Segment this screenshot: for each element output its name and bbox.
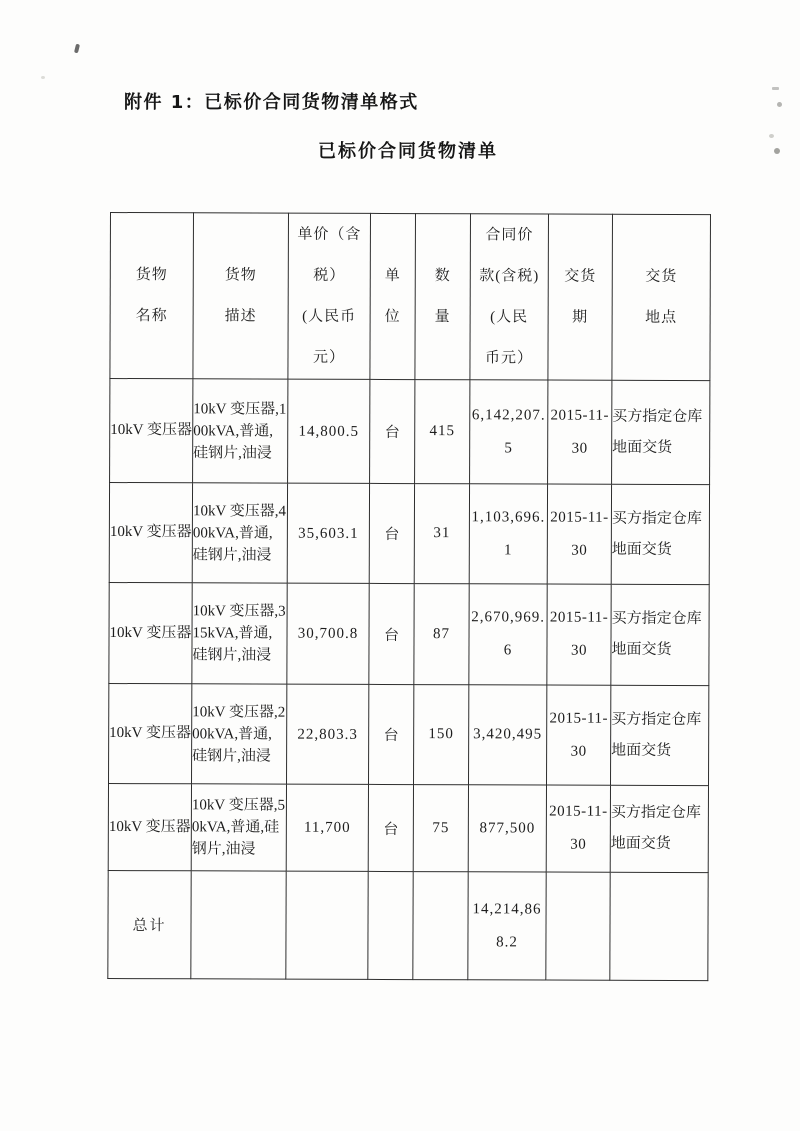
cell-delivery-date: 2015-11-30 (547, 584, 611, 685)
table-title: 已标价合同货物清单 (318, 141, 498, 162)
header-goods-desc (193, 213, 289, 379)
header-line: 单价（含 (297, 226, 362, 243)
cell-unit: 台 (369, 583, 414, 684)
cell-total-label: 总计 (108, 870, 191, 978)
header-unit-price (288, 213, 371, 379)
cell-total-contract-price: 14,214,868.2 (468, 872, 546, 980)
cell-goods-desc: 10kV 变压器,50kVA,普通,硅钢片,油浸 (191, 784, 286, 871)
header-line: 合同价 (485, 226, 534, 243)
cell-quantity: 87 (414, 584, 469, 685)
header-delivery-place (612, 214, 711, 380)
header-line: (人民 (490, 308, 529, 325)
cell-quantity: 150 (414, 685, 469, 785)
cell-goods-name: 10kV 变压器 (109, 483, 192, 583)
header-line: 货物 (224, 266, 257, 284)
header-line: 描述 (224, 307, 257, 325)
cell-quantity: 415 (415, 380, 470, 484)
header-line: 款(含税) (479, 267, 540, 284)
cell-delivery-place: 买方指定仓库地面交货 (611, 584, 709, 685)
cell-delivery-date: 2015-11-30 (546, 785, 610, 872)
cell-empty (368, 871, 413, 979)
cell-delivery-place: 买方指定仓库地面交货 (612, 380, 710, 484)
table-row (109, 683, 709, 785)
header-row (110, 213, 711, 381)
header-line: 币元） (484, 349, 534, 366)
cell-contract-price: 877,500 (468, 785, 546, 872)
cell-unit-price: 11,700 (286, 784, 368, 871)
cell-goods-name: 10kV 变压器 (109, 683, 192, 783)
header-line: 数 (434, 267, 451, 284)
cell-contract-price: 3,420,495 (469, 685, 547, 785)
cell-goods-desc: 10kV 变压器,100kVA,普通,硅钢片,油浸 (193, 379, 288, 483)
cell-unit-price: 14,800.5 (288, 379, 370, 483)
attachment-title: 附件 1：已标价合同货物清单格式 (124, 92, 419, 113)
cell-delivery-place: 买方指定仓库地面交货 (611, 685, 709, 785)
cell-empty (413, 872, 468, 980)
cell-unit-price: 35,603.1 (287, 483, 369, 583)
header-line: 元） (312, 349, 346, 366)
cell-delivery-date: 2015-11-30 (548, 380, 612, 484)
header-unit (370, 213, 416, 379)
cell-goods-name: 10kV 变压器 (109, 582, 192, 683)
cell-goods-desc: 10kV 变压器,315kVA,普通,硅钢片,油浸 (192, 583, 287, 684)
cell-unit-price: 30,700.8 (287, 583, 369, 684)
scan-speck (777, 102, 782, 107)
cell-unit-price: 22,803.3 (287, 684, 369, 784)
cell-contract-price: 1,103,696.1 (469, 484, 547, 584)
cell-unit: 台 (368, 784, 413, 871)
header-line: 税） (313, 267, 346, 284)
cell-goods-name: 10kV 变压器 (108, 783, 191, 870)
table-row (109, 582, 709, 685)
table-row (109, 483, 709, 585)
cell-empty (191, 871, 286, 979)
header-goods-name (110, 213, 194, 379)
cell-goods-desc: 10kV 变压器,400kVA,普通,硅钢片,油浸 (192, 483, 287, 583)
cell-unit: 台 (369, 483, 414, 583)
cell-contract-price: 2,670,969.6 (469, 584, 547, 685)
scan-speck (41, 76, 45, 79)
header-line: 期 (572, 309, 589, 326)
cell-delivery-place: 买方指定仓库地面交货 (611, 484, 709, 584)
total-row (108, 870, 708, 980)
scan-speck (74, 44, 80, 54)
cell-unit: 台 (369, 684, 414, 784)
cell-goods-desc: 10kV 变压器,200kVA,普通,硅钢片,油浸 (192, 684, 287, 784)
scan-speck (772, 87, 779, 90)
header-line: 单 (384, 267, 401, 284)
cell-quantity: 75 (413, 785, 468, 872)
cell-empty (610, 872, 708, 980)
cell-empty (546, 872, 610, 980)
header-quantity (415, 214, 471, 380)
header-line: 货物 (135, 266, 168, 283)
cell-delivery-place: 买方指定仓库地面交货 (610, 785, 708, 872)
goods-table (107, 212, 711, 981)
cell-delivery-date: 2015-11-30 (547, 484, 611, 584)
header-contract-price (470, 214, 549, 380)
cell-goods-name: 10kV 变压器 (110, 379, 193, 483)
cell-empty (286, 871, 368, 979)
cell-quantity: 31 (414, 484, 469, 584)
header-line: 量 (434, 308, 451, 325)
table-row (110, 379, 710, 485)
cell-unit: 台 (370, 379, 415, 483)
header-line: 交货 (645, 268, 678, 285)
header-delivery-date (548, 214, 613, 380)
cell-delivery-date: 2015-11-30 (547, 685, 611, 785)
header-line: 位 (384, 308, 401, 325)
table-row (108, 783, 708, 872)
header-line: (人民币 (302, 308, 357, 325)
header-line: 名称 (135, 307, 168, 324)
header-line: 地点 (645, 309, 678, 326)
header-line: 交货 (564, 268, 597, 285)
cell-contract-price: 6,142,207.5 (470, 380, 548, 484)
